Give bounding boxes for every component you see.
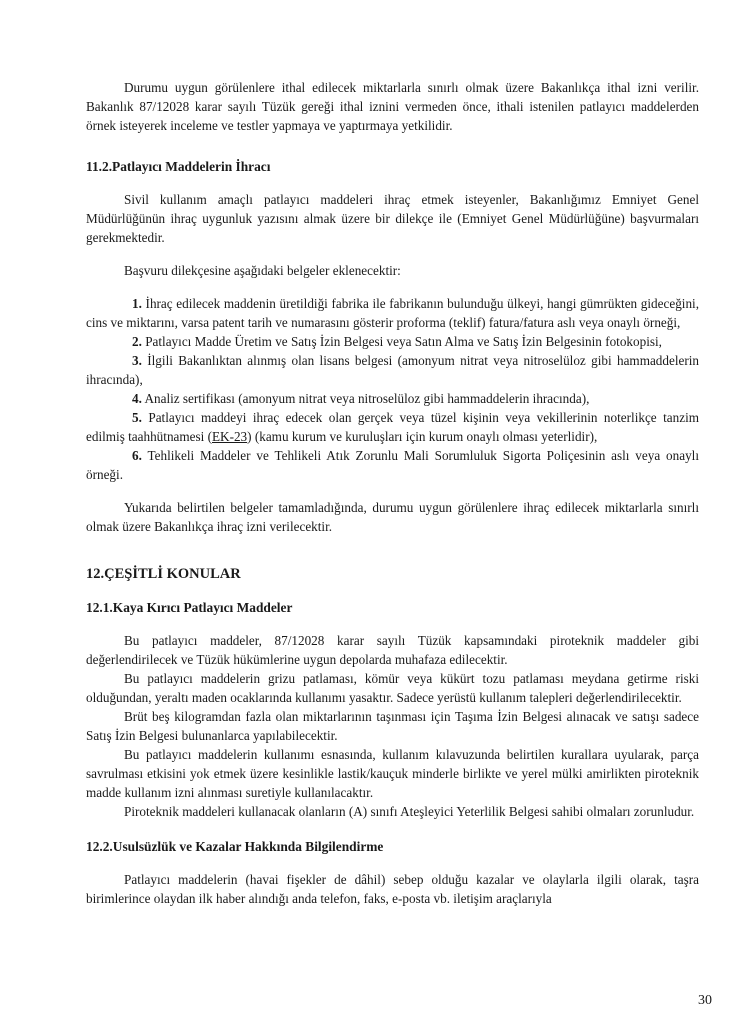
list-item-number: 4. — [132, 391, 142, 406]
section-12-1-paragraph: Bu patlayıcı maddelerin kullanımı esnasında, kullanım kılavuzunda belirtilen kurallara uyularak, parça savrulması etkisini yok etmek üzere kesinlikle lastik/kauçuk minderle birlikte ve yerel mülki amirlikten piroteknik madde kullanım izni alınması suretiyle kullanılacaktır. — [86, 747, 699, 800]
section-12-1-paragraph: Brüt beş kilogramdan fazla olan miktarlarının taşınması için Taşıma İzin Belgesi alınacak ve satışı sadece Satış İzin Belgesi bulunanlarca yapılabilecektir. — [86, 709, 699, 743]
list-item-text: Patlayıcı maddeyi ihraç edecek olan gerçek veya tüzel kişinin veya vekillerinin noterlikçe tanzim edilmiş taahhütnamesi ( — [86, 410, 700, 444]
annex-reference-link: EK-23 — [211, 429, 248, 444]
list-item-text: Analiz sertifikası (amonyum nitrat veya nitroselüloz gibi hammaddelerin ihracında), — [144, 391, 590, 406]
list-item — [86, 408, 699, 446]
list-item-text: Tehlikeli Maddeler ve Tehlikeli Atık Zorunlu Mali Sorumluluk Sigorta Poliçesinin aslı veya onaylı örneği. — [86, 448, 699, 482]
list-item-text: Patlayıcı Madde Üretim ve Satış İzin Belgesi veya Satın Alma ve Satış İzin Belgesinin fotokopisi, — [145, 334, 662, 349]
list-item-text-continued: ) (kamu kurum ve kuruluşları için kurum onaylı olması yeterlidir), — [247, 429, 598, 444]
list-item — [86, 294, 699, 332]
list-item-number: 1. — [132, 296, 142, 311]
section-11-2-paragraph-3: Yukarıda belirtilen belgeler tamamladığında, durumu uygun görülenlere ihraç edilecek miktarlarla sınırlı olmak üzere Bakanlıkça ihraç izni verilecektir. — [86, 500, 699, 534]
section-12-2-title: 12.2.Usulsüzlük ve Kazalar Hakkında Bilgilendirme — [86, 839, 384, 854]
section-11-2-title: 11.2.Patlayıcı Maddelerin İhracı — [86, 159, 271, 174]
required-documents-list — [86, 294, 699, 484]
list-item-number: 5. — [132, 410, 142, 425]
list-item — [86, 389, 699, 408]
list-item — [86, 351, 699, 389]
section-12-1-paragraph: Bu patlayıcı maddelerin grizu patlaması, kömür veya kükürt tozu patlaması meydana getirme riski olduğundan, yeraltı maden ocaklarında kullanımı yasaktır. Sadece yerüstü kullanım talepleri değerlendirilecektir. — [86, 671, 699, 705]
section-12-1-paragraph: Piroteknik maddeleri kullanacak olanların (A) sınıfı Ateşleyici Yeterlilik Belgesi sahibi olmaları zorunludur. — [124, 804, 695, 819]
list-item-text: İhraç edilecek maddenin üretildiği fabrika ile fabrikanın bulunduğu ülkeyi, hangi gümrükten gideceğini, cins ve miktarını, varsa patent tarih ve numarasını gösterir proforma (teklif) fatura/fatura aslı veya onaylı örneği, — [86, 296, 700, 330]
document-page — [86, 78, 699, 908]
section-11-2-paragraph-1: Sivil kullanım amaçlı patlayıcı maddeleri ihraç etmek isteyenler, Bakanlığımız Emniyet Genel Müdürlüğünün ihraç uygunluk yazısını almak üzere bir dilekçe ile (Emniyet Genel Müdürlüğüne) başvurmaları gerekmektedir. — [86, 192, 699, 245]
list-item-number: 6. — [132, 448, 142, 463]
list-item-text: İlgili Bakanlıktan alınmış olan lisans belgesi (amonyum nitrat veya nitroselüloz gibi hammaddelerin ihracında), — [86, 353, 700, 387]
page-number: 30 — [698, 993, 712, 1008]
section-12-1-title: 12.1.Kaya Kırıcı Patlayıcı Maddeler — [86, 600, 293, 615]
section-11-2-paragraph-2: Başvuru dilekçesine aşağıdaki belgeler eklenecektir: — [124, 263, 401, 278]
section-12-1-body — [86, 631, 699, 821]
list-item — [86, 446, 699, 484]
intro-paragraph: Durumu uygun görülenlere ithal edilecek miktarlarla sınırlı olmak üzere Bakanlıkça ithal izni verilir. Bakanlık 87/12028 karar sayılı Tüzük gereği ithal iznini vermeden önce, ithali istenilen patlayıcı maddelerden örnek isteyerek inceleme ve testler yapmaya ve yaptırmaya yetkilidir. — [86, 80, 699, 133]
list-item-number: 3. — [132, 353, 142, 368]
section-12-2-paragraph: Patlayıcı maddelerin (havai fişekler de dâhil) sebep olduğu kazalar ve olaylarla ilgili olarak, taşra birimlerince olaydan ilk haber alındığı anda telefon, faks, e-posta vb. iletişim araçlarıyla — [86, 872, 699, 906]
section-12-1-paragraph: Bu patlayıcı maddeler, 87/12028 karar sayılı Tüzük kapsamındaki piroteknik maddeler gibi değerlendirilecek ve Tüzük hükümlerine uygun depolarda muhafaza edilecektir. — [86, 633, 699, 667]
list-item-number: 2. — [132, 334, 142, 349]
section-12-title: 12.ÇEŞİTLİ KONULAR — [86, 566, 241, 582]
list-item — [86, 332, 699, 351]
